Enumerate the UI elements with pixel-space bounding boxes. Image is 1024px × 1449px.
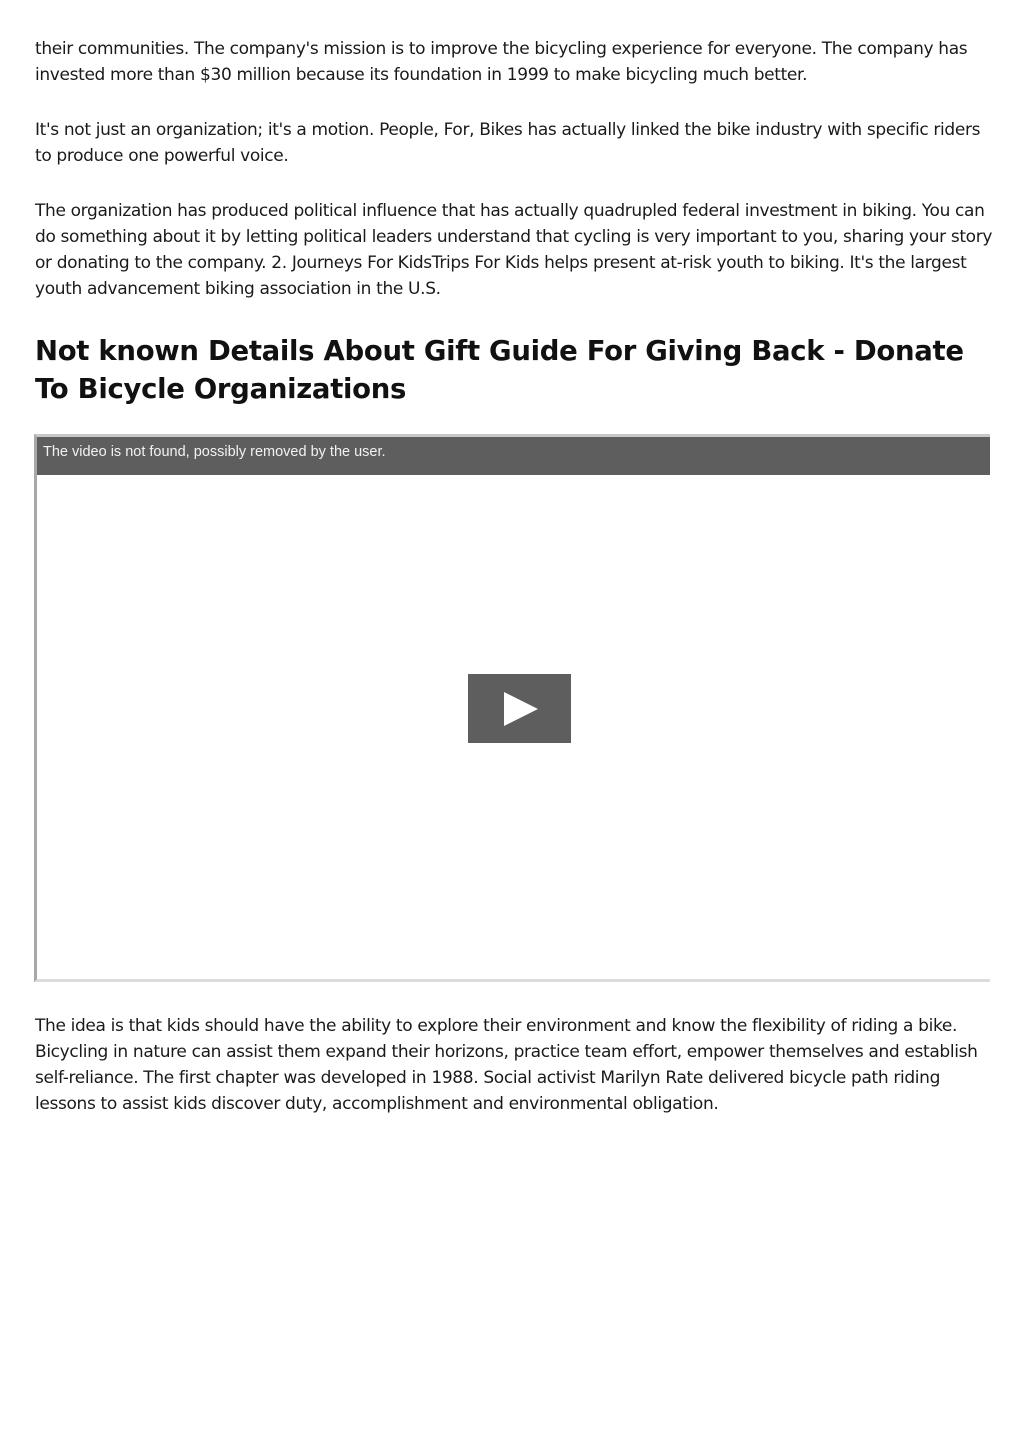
video-title-bar: [37, 437, 990, 475]
article-top: [35, 36, 993, 302]
paragraph: The organization has produced political influence that has actually quadrupled federal investment in biking. You can do something about it by letting political leaders understand that cycling is very important to you, sharing your story or donating to the company. 2. Journeys For KidsTrips For Kids helps present at-risk youth to biking. It's the largest youth advancement biking association in the U.S.: [35, 201, 993, 299]
section-heading: Not known Details About Gift Guide For Giving Back - Donate To Bicycle Organizations: [35, 335, 964, 405]
paragraph: The idea is that kids should have the ability to explore their environment and know the flexibility of riding a bike. Bicycling in nature can assist them expand their horizons, practice team effort, empower themselves and establish self-reliance. The first chapter was developed in 1988. Social activist Marilyn Rate delivered bicycle path riding lessons to assist kids discover duty, accomplishment and environmental obligation.: [35, 1016, 978, 1114]
video-error-message: The video is not found, possibly removed by the user.: [43, 444, 386, 460]
play-button[interactable]: [468, 674, 571, 743]
article-bottom: [35, 1013, 993, 1117]
video-embed[interactable]: [34, 434, 990, 982]
paragraph: It's not just an organization; it's a motion. People, For, Bikes has actually linked the bike industry with specific riders to produce one powerful voice.: [35, 120, 981, 166]
play-icon: [504, 692, 538, 726]
paragraph: their communities. The company's mission is to improve the bicycling experience for everyone. The company has invested more than $30 million because its foundation in 1999 to make bicycling much better.: [35, 39, 968, 85]
